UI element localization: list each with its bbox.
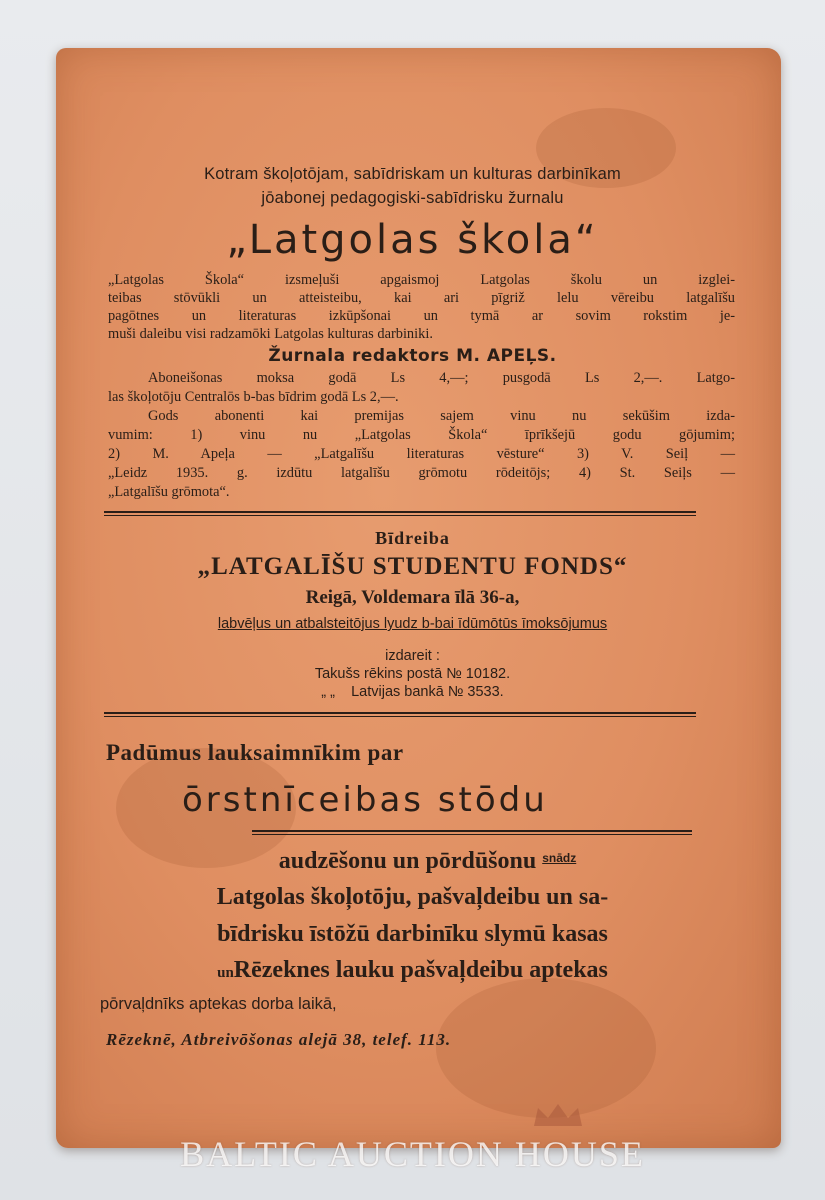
section-divider	[104, 712, 696, 717]
grow-sell-text: audzēšonu un pōrdūšonu	[278, 848, 537, 874]
headline-underline	[252, 830, 692, 835]
subscription-line: Aboneišonas moksa godā Ls 4,—; pusgodā Ls 2,—. Latgo-	[148, 370, 735, 386]
bank-account-text: Latvijas bankā № 3533.	[351, 684, 504, 700]
pharmacy-ad-line-3	[30, 848, 825, 875]
section-divider	[104, 511, 696, 516]
fonds-heading: Bīdreiba	[375, 528, 450, 548]
fonds-label: izdareit :	[385, 648, 440, 664]
pharmacy-address: Rēzeknē, Atbreivōšonas alejā 38, telef. 113.	[106, 1030, 452, 1049]
pharmacy-ad-line-4: Latgolas škoļotōju, pašvaļdeibu un sa-	[216, 884, 609, 910]
journal-desc-line: teibas stōvūkli un atteisteibu, kai ari pīgriž lelu vēreibu latgalīšu	[108, 290, 735, 306]
fonds-request: labvēļus un atbalsteitōjus lyudz b-bai īdūmōtūs īmoksōjumus	[217, 616, 608, 632]
rezekne-pharmacy-text: Rēzeknes lauku pašvaļdeibu aptekas	[233, 957, 608, 983]
bonus-line: vumim: 1) vinu nu „Latgolas Škola“ īprīkšejū godu gōjumim;	[108, 427, 735, 443]
fonds-account-bank	[0, 684, 825, 700]
crown-icon	[530, 1100, 586, 1130]
pharmacy-ad-line-1: Padūmus lauksaimnīkim par	[106, 740, 404, 765]
journal-intro-line-2: jōabonej pedagogiski-sabīdrisku žurnalu	[261, 189, 564, 207]
fonds-account-post: Takušs rēkins postā № 10182.	[314, 666, 511, 682]
bonus-line: 2) M. Apeļa — „Latgalīšu literaturas vēsture“ 3) V. Seiļ —	[108, 446, 735, 462]
bonus-line: „Leidz 1935. g. izdūtu latgalīšu grōmotu rōdeitōjs; 4) St. Seiļs —	[108, 465, 735, 481]
journal-editor: Žurnala redaktors M. APEĻS.	[268, 346, 557, 366]
pharmacy-ad-headline: ōrstnīceibas stōdu	[182, 780, 548, 820]
journal-desc-line: pagōtnes un literaturas izkūpšonai un tymā ar sovim rokstim je-	[108, 308, 735, 324]
pharmacy-ad-line-5: bīdrisku īstōžū darbinīku slymū kasas	[217, 921, 608, 947]
subscription-line: las škoļotōju Centralōs b-bas bīdrim godā Ls 2,—.	[108, 389, 399, 405]
pharmacy-ad-line-7: pōrvaļdnīks aptekas dorba laikā,	[100, 995, 337, 1013]
bonus-line: Gods abonenti kai premijas sajem vinu nu sekūšim izda-	[148, 408, 735, 424]
auction-watermark: BALTIC AUCTION HOUSE	[180, 1134, 645, 1174]
word-un: un	[217, 965, 234, 981]
word-snadz: snādz	[542, 851, 577, 865]
fonds-name: „LATGALĪŠU STUDENTU FONDS“	[197, 553, 628, 580]
ditto-marks: „ „	[321, 684, 335, 700]
journal-intro-line-1: Kotram škoļotōjam, sabīdriskam un kulturas darbinīkam	[204, 165, 621, 183]
bonus-line: „Latgalīšu grōmota“.	[108, 484, 230, 500]
pharmacy-ad-line-6	[0, 957, 825, 984]
journal-desc-line: „Latgolas Škola“ izsmeļuši apgaismoj Latgolas školu un izglei-	[108, 272, 735, 288]
fonds-address: Reigā, Voldemara īlā 36-a,	[305, 587, 520, 608]
journal-title: „Latgolas škola“	[226, 217, 599, 263]
journal-desc-line: muši daleibu visi radzamōki Latgolas kulturas darbiniki.	[108, 326, 433, 342]
